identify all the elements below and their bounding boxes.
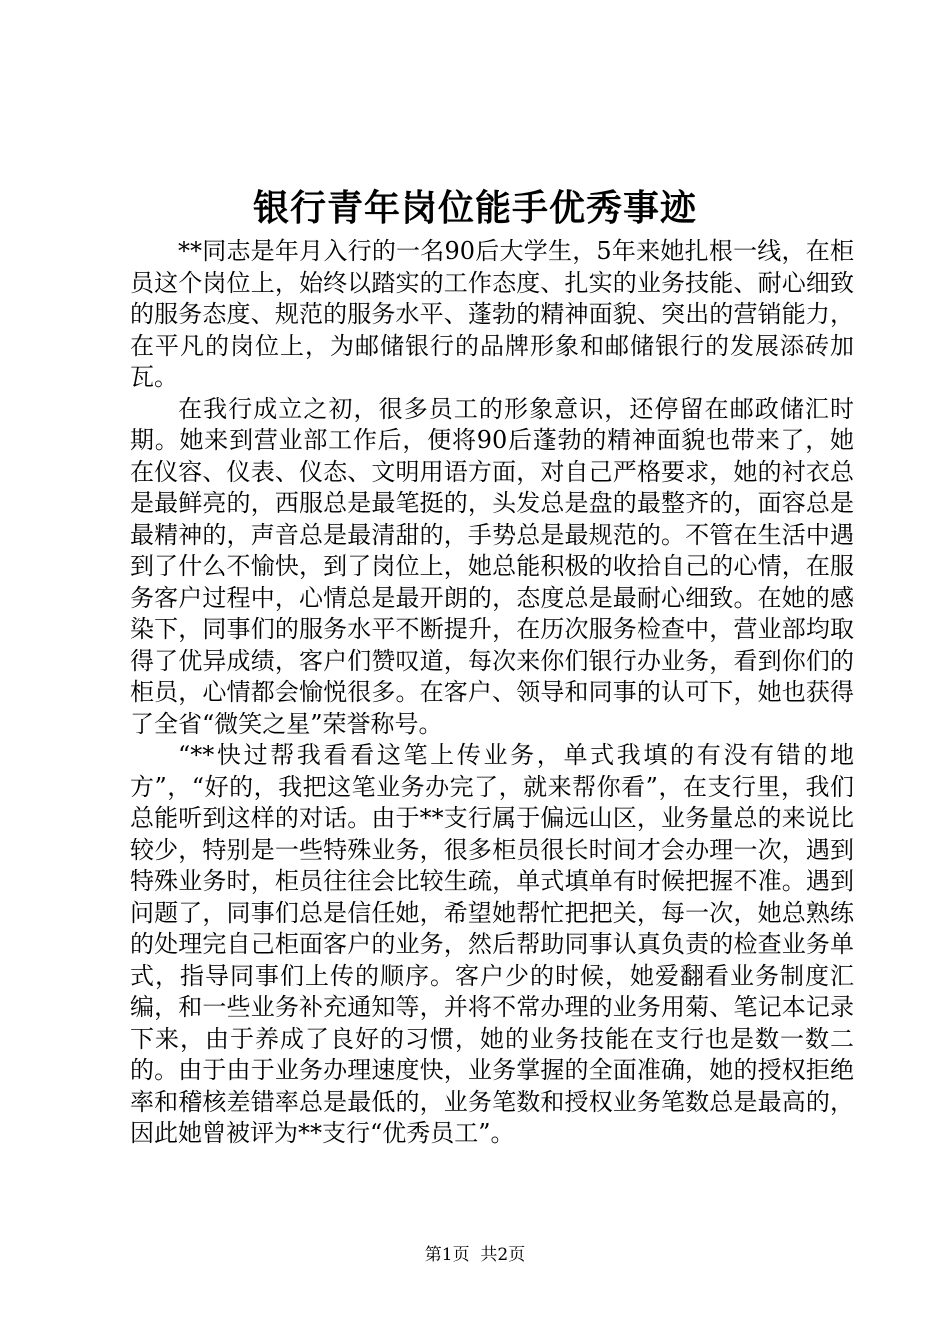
page-number: 第1页 — [424, 1245, 470, 1265]
paragraph-image: 在我行成立之初，很多员工的形象意识，还停留在邮政储汇时期。她来到营业部工作后，便将90后蓬勃的精神面貌也带来了，她在仪容、仪表、仪态、文明用语方面，对自己严格要求，她的衬衣总是最鲜亮的，西服总是最笔挺的，头发总是盘的最整齐的，面容总是最精神的，声音总是最清甜的，手势总是最规范的。不管在生活中遇到了什么不愉快，到了岗位上，她总能积极的收拾自己的心情，在服务客户过程中，心情总是最开朗的，态度总是最耐心细致。在她的感染下，同事们的服务水平不断提升，在历次服务检查中，营业部均取得了优异成绩，客户们赞叹道，每次来你们银行办业务，看到你们的柜员，心情都会愉悦很多。在客户、领导和同事的认可下，她也获得了全省“微笑之星”荣誉称号。 — [130, 394, 854, 738]
paragraph-skills: “**快过帮我看看这笔上传业务，单式我填的有没有错的地方”，“好的，我把这笔业务办完了，就来帮你看”，在支行里，我们总能听到这样的对话。由于**支行属于偏远山区，业务量总的来说比较少，特别是一些特殊业务，很多柜员很长时间才会办理一次，遇到特殊业务时，柜员往往会比较生疏，单式填单有时候把握不准。遇到问题了，同事们总是信任她，希望她帮忙把把关，每一次，她总熟练的处理完自己柜面客户的业务，然后帮助同事认真负责的检查业务单式，指导同事们上传的顺序。客户少的时候，她爱翻看业务制度汇编，和一些业务补充通知等，并将不常办理的业务用菊、笔记本记录下来，由于养成了良好的习惯，她的业务技能在支行也是数一数二的。由于由于业务办理速度快，业务掌握的全面准确，她的授权拒绝率和稽核差错率总是最低的，业务笔数和授权业务笔数总是最高的，因此她曾被评为**支行“优秀员工”。 — [130, 741, 854, 1147]
document-title: 银行青年岗位能手优秀事迹 — [252, 187, 697, 229]
document-body — [130, 236, 854, 1150]
footer-separator — [470, 1245, 481, 1265]
page-total: 共2页 — [480, 1245, 526, 1265]
paragraph-intro: **同志是年月入行的一名90后大学生，5年来她扎根一线，在柜员这个岗位上，始终以踏实的工作态度、扎实的业务技能、耐心细致的服务态度、规范的服务水平、蓬勃的精神面貌、突出的营销能力，在平凡的岗位上，为邮储银行的品牌形象和邮储银行的发展添砖加瓦。 — [130, 237, 854, 391]
page-footer — [0, 1243, 950, 1267]
